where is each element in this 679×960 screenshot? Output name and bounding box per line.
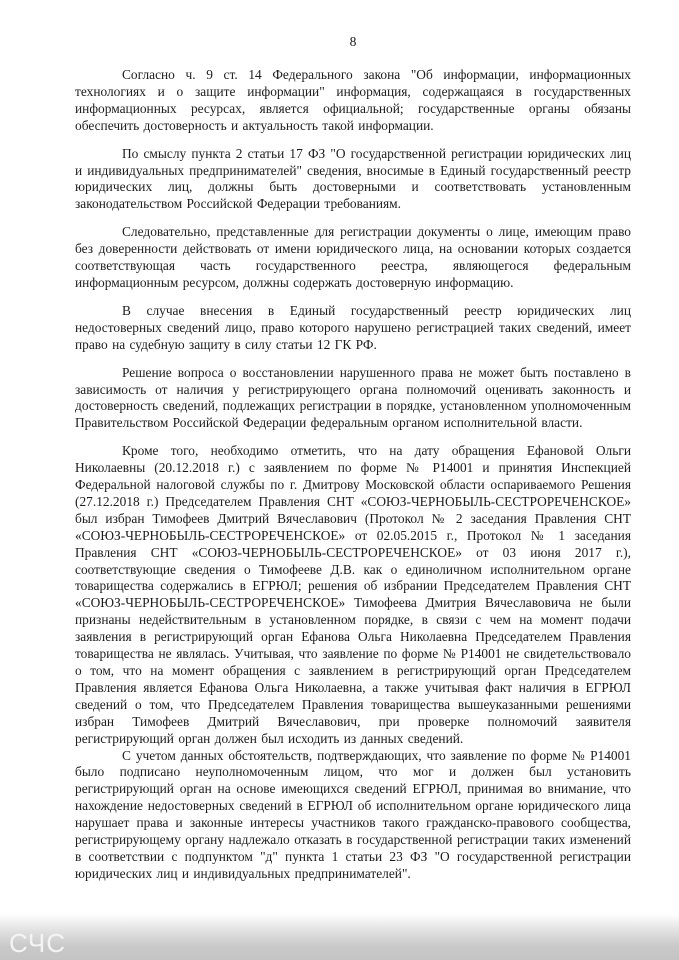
- paragraph: Решение вопроса о восстановлении нарушенного права не может быть поставлено в зависимость от наличия у регистрирующего органа полномочий оценивать законность и достоверность сведений, подлежащих регистрации в порядке, установленном уполномоченным Правительством Российской Федерации федеральным органом исполнительной власти.: [75, 364, 631, 431]
- body-text: [75, 34, 631, 883]
- watermark-text: СЧС: [9, 928, 67, 958]
- paragraph: С учетом данных обстоятельств, подтверждающих, что заявление по форме № Р14001 было подписано неуполномоченным лицом, что мог и должен был установить регистрирующий орган на основе имеющихся сведений ЕГРЮЛ, принимая во внимание, что нахождение недостоверных сведений в ЕГРЮЛ об исполнительном органе юридического лица нарушает права и законные интересы участников такого гражданско-правового сообщества, регистрирующему органу надлежало отказать в государственной регистрации таких изменений в соответствии с подпунктом "д" пункта 1 статьи 23 ФЗ "О государственной регистрации юридических лиц и индивидуальных предпринимателей".: [75, 747, 631, 881]
- paragraph: Кроме того, необходимо отметить, что на дату обращения Ефановой Ольги Николаевны (20.12.2018 г.) с заявлением по форме № Р14001 и принятия Инспекцией Федеральной налоговой службы по г. Дмитрову Московской области оспариваемого Решения (27.12.2018 г.) Председателем Правления СНТ «СОЮЗ-ЧЕРНОБЫЛЬ-СЕСТРОРЕЧЕНСКОЕ» был избран Тимофеев Дмитрий Вячеславович (Протокол № 2 заседания Правления СНТ «СОЮЗ-ЧЕРНОБЫЛЬ-СЕСТРОРЕЧЕНСКОЕ» от 02.05.2015 г., Протокол № 1 заседания Правления СНТ «СОЮЗ-ЧЕРНОБЫЛЬ-СЕСТРОРЕЧЕНСКОЕ» от 03 июня 2017 г.), соответствующие сведения о Тимофееве Д.В. как о единоличном исполнительном органе товарищества содержались в ЕГРЮЛ; решения об избрании Председателем Правления СНТ «СОЮЗ-ЧЕРНОБЫЛЬ-СЕСТРОРЕЧЕНСКОЕ» Тимофеева Дмитрия Вячеславовича не были признаны недействительным в установленном порядке, в связи с чем на момент подачи заявления в регистрирующий орган Ефанова Ольга Николаевна Председателем Правления товарищества не являлась. Учитывая, что заявление по форме № Р14001 не свидетельствовало о том, что на момент обращения с заявлением в регистрирующий орган Председателем Правления является Ефанова Ольга Николаевна, а также учитывая факт наличия в ЕГРЮЛ сведений о том, что Председателем Правления товарищества вышеуказанными решениями избран Тимофеев Дмитрий Вячеславович, при проверке полномочий заявителя регистрирующий орган должен был исходить из данных сведений.: [75, 443, 631, 746]
- paragraph: Согласно ч. 9 ст. 14 Федерального закона "Об информации, информационных технологиях и о защите информации" информация, содержащаяся в государственных информационных ресурсах, является официальной; государственные органы обязаны обеспечить достоверность и актуальность такой информации.: [75, 67, 631, 133]
- paragraph: Следовательно, представленные для регистрации документы о лице, имеющим право без доверенности действовать от имени юридического лица, на основании которых создается соответствующая часть государственного реестра, являющегося федеральным информационным ресурсом, должны содержать достоверную информацию.: [75, 224, 631, 290]
- paragraph: По смыслу пункта 2 статьи 17 ФЗ "О государственной регистрации юридических лиц и индивидуальных предпринимателей" сведения, вносимые в Единый государственный реестр юридических лиц, должны быть достоверными и соответствовать установленным законодательством Российской Федерации требованиям.: [75, 145, 631, 212]
- paragraph: В случае внесения в Единый государственный реестр юридических лиц недостоверных сведений лицо, право которого нарушено регистрацией таких сведений, имеет право на судебную защиту в силу статьи 12 ГК РФ.: [75, 302, 631, 352]
- page-number: 8: [349, 34, 357, 49]
- watermark-bar: [0, 914, 679, 960]
